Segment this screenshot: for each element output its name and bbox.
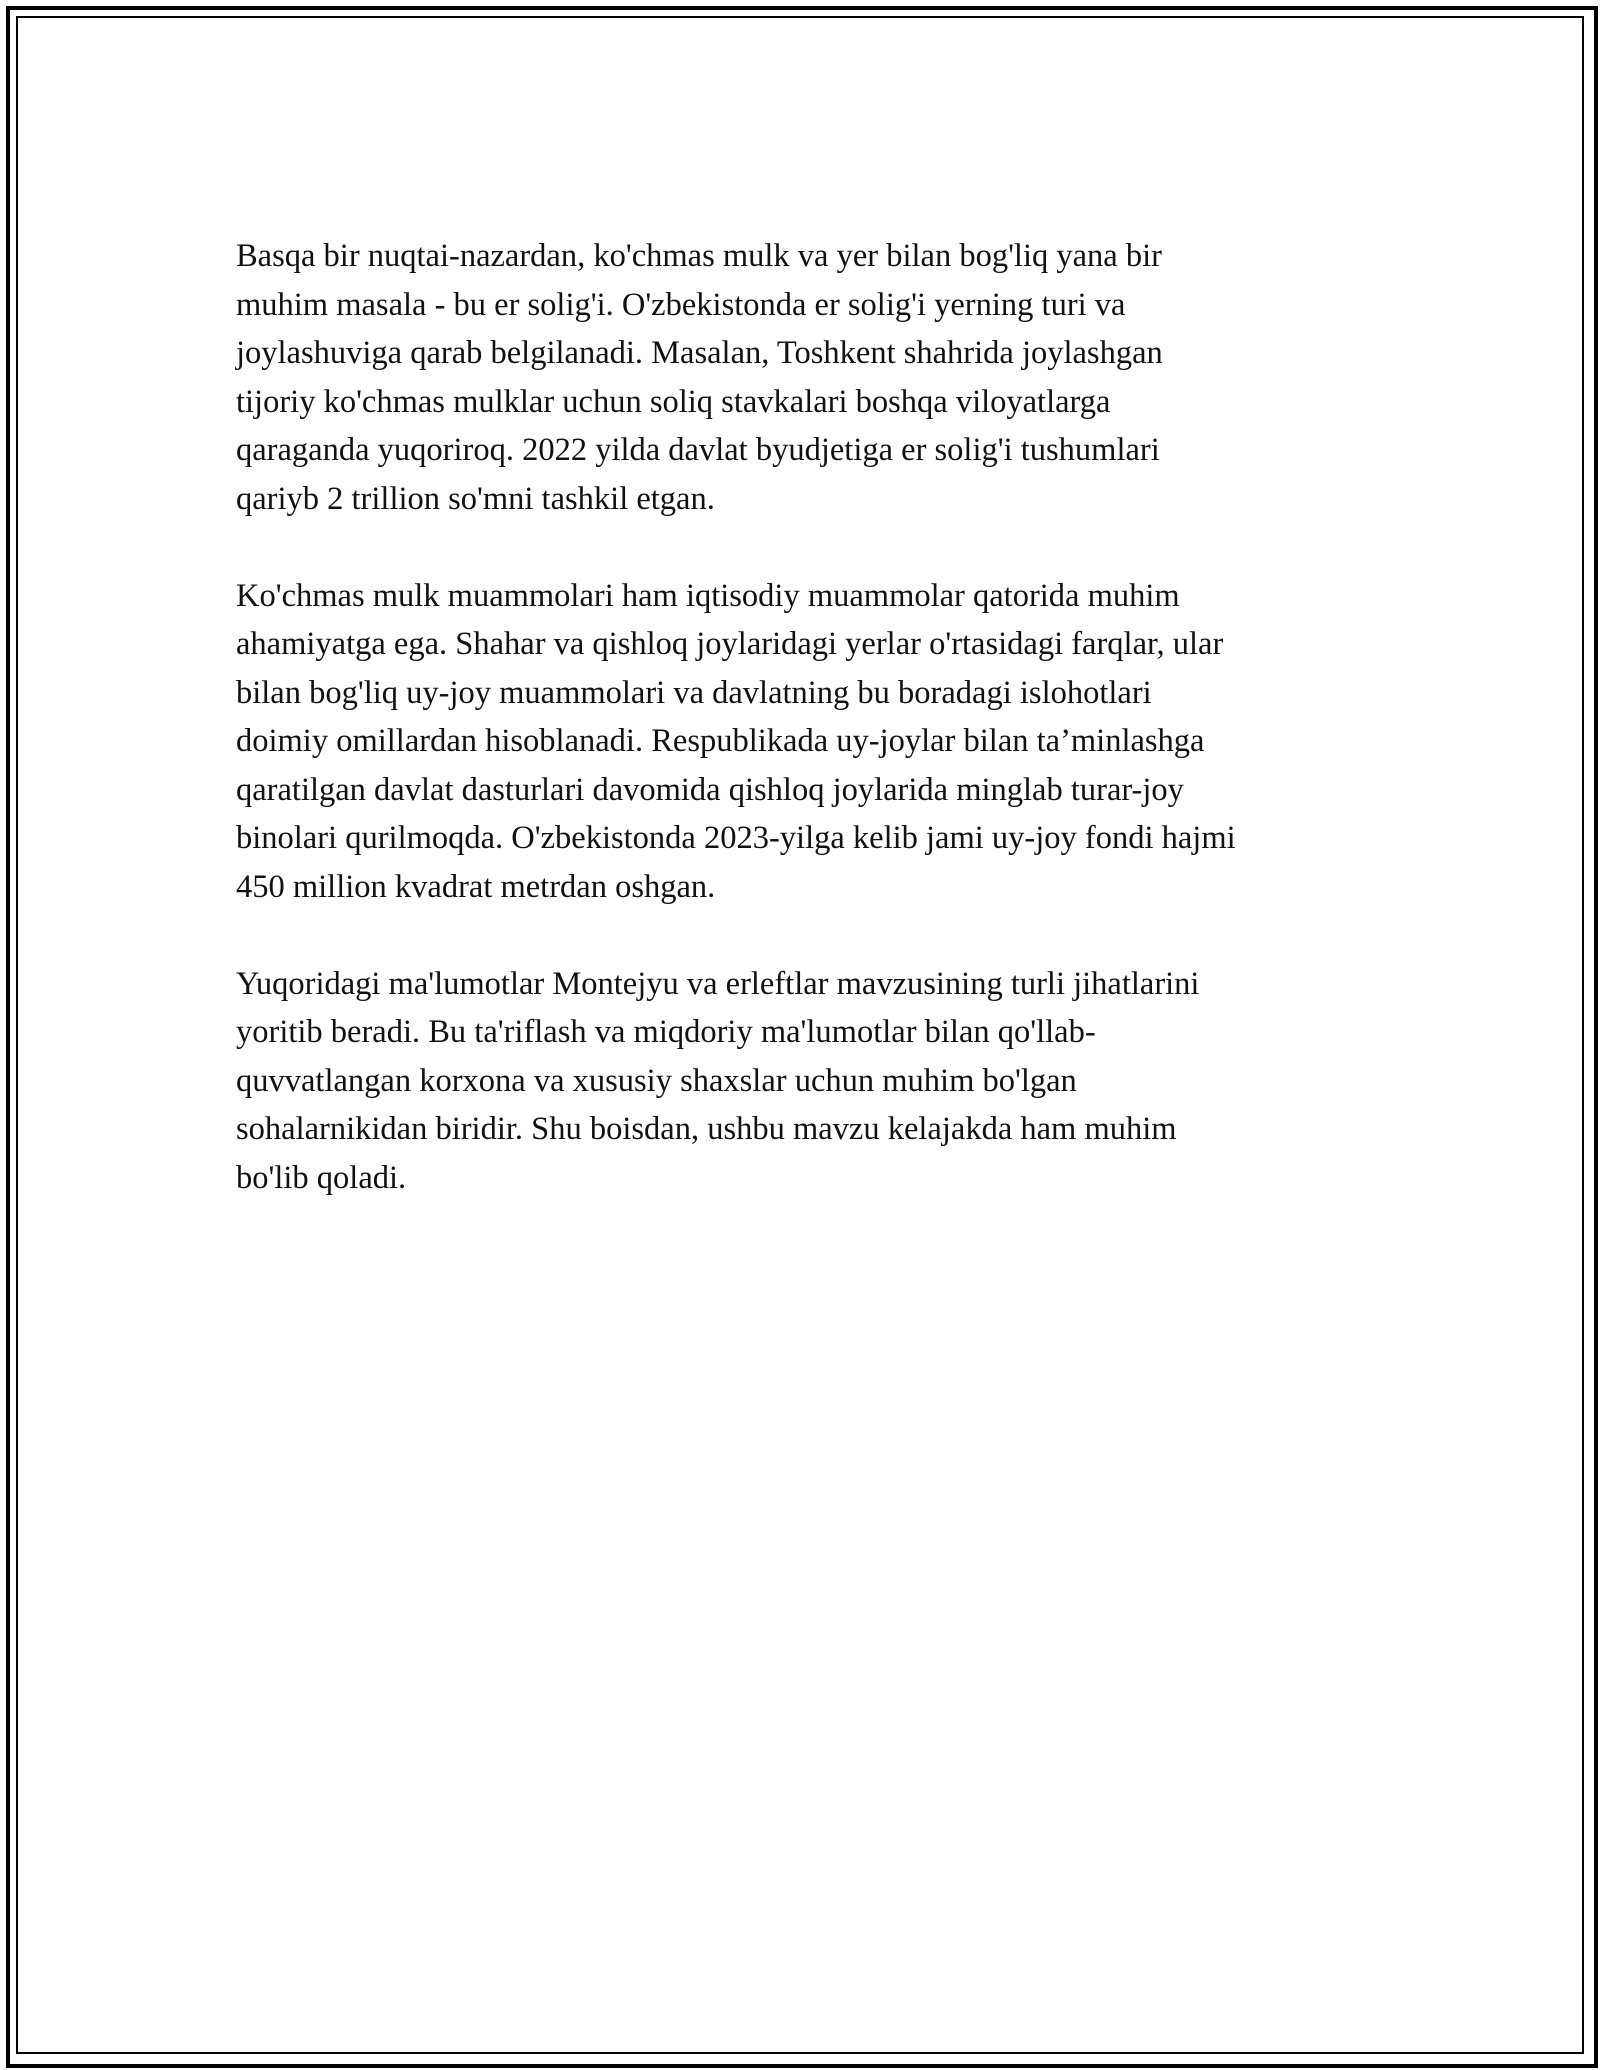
- paragraph-2: [236, 572, 1386, 912]
- text-line: binolari qurilmoqda. O'zbekistonda 2023-yilga kelib jami uy-joy fondi hajmi: [236, 820, 1236, 856]
- text-line: joylashuviga qarab belgilanadi. Masalan, Toshkent shahrida joylashgan: [236, 335, 1163, 371]
- text-line: sohalarnikidan biridir. Shu boisdan, ushbu mavzu kelajakda ham muhim: [236, 1111, 1177, 1147]
- text-line: Yuqoridagi ma'lumotlar Montejyu va erleftlar mavzusining turli jihatlarini: [236, 965, 1200, 1002]
- paragraph-1: [236, 232, 1386, 523]
- text-line: qariyb 2 trillion so'mni tashkil etgan.: [236, 480, 715, 517]
- text-line: ahamiyatga ega. Shahar va qishloq joylaridagi yerlar o'rtasidagi farqlar, ular: [236, 626, 1224, 662]
- text-line: Ko'chmas mulk muammolari ham iqtisodiy muammolar qatorida muhim: [236, 577, 1180, 614]
- text-line: quvvatlangan korxona va xususiy shaxslar uchun muhim bo'lgan: [236, 1062, 1077, 1099]
- text-line: Basqa bir nuqtai-nazardan, ko'chmas mulk va yer bilan bog'liq yana bir: [236, 238, 1162, 274]
- text-line: bilan bog'liq uy-joy muammolari va davlatning bu boradagi islohotlari: [236, 674, 1152, 711]
- paragraph-3: [236, 960, 1386, 1203]
- text-line: doimiy omillardan hisoblanadi. Respublikada uy-joylar bilan ta’minlashga: [236, 723, 1205, 759]
- text-line: tijoriy ko'chmas mulklar uchun soliq stavkalari boshqa viloyatlarga: [236, 383, 1111, 420]
- document-body: [236, 232, 1386, 1251]
- text-line: bo'lib qoladi.: [236, 1159, 407, 1196]
- text-line: muhim masala - bu er solig'i. O'zbekistonda er solig'i yerning turi va: [236, 286, 1126, 323]
- text-line: qaraganda yuqoriroq. 2022 yilda davlat byudjetiga er solig'i tushumlari: [236, 432, 1160, 468]
- text-line: qaratilgan davlat dasturlari davomida qishloq joylarida minglab turar-joy: [236, 771, 1184, 808]
- text-line: 450 million kvadrat metrdan oshgan.: [236, 868, 716, 905]
- text-line: yoritib beradi. Bu ta'riflash va miqdoriy ma'lumotlar bilan qo'llab-: [236, 1014, 1096, 1050]
